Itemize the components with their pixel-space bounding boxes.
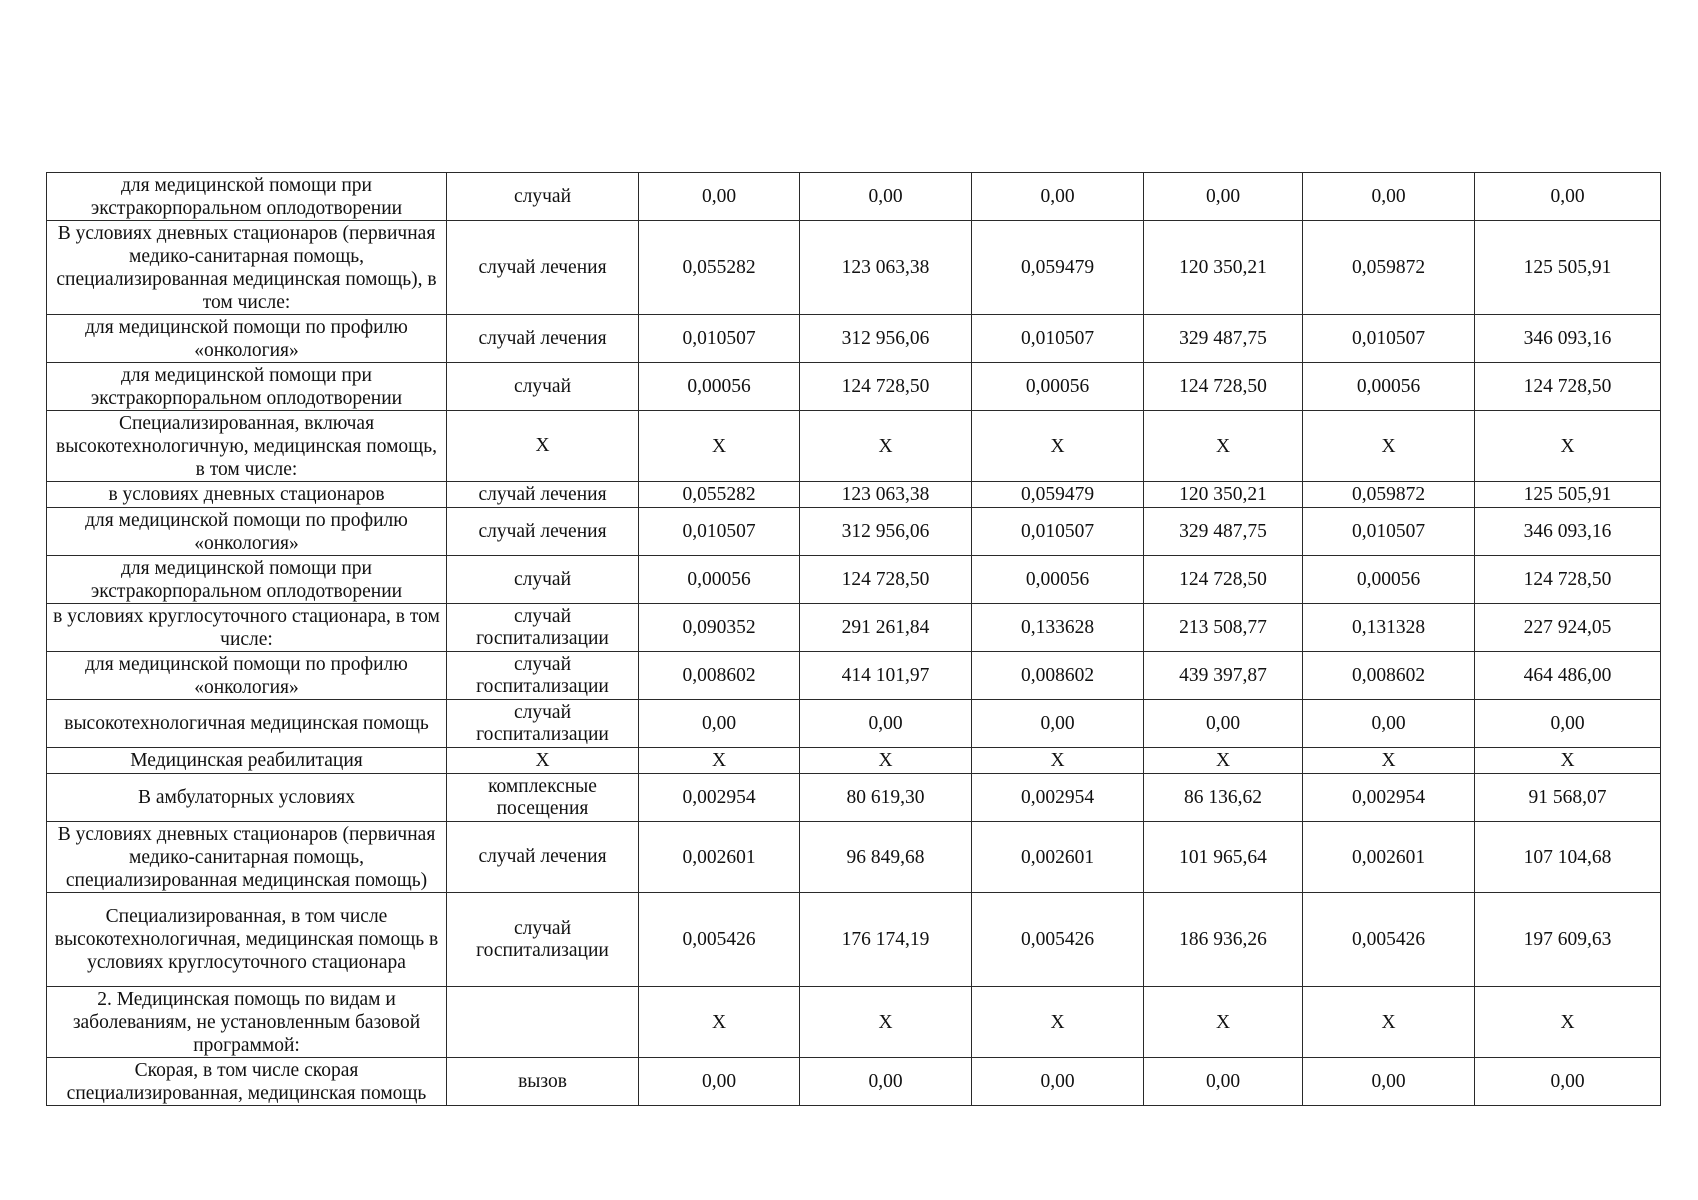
- value-cell: 0,133628: [972, 604, 1144, 652]
- value-cell: 124 728,50: [1475, 556, 1661, 604]
- value-cell: X: [1303, 987, 1475, 1058]
- table-row: [47, 1058, 1661, 1106]
- value-cell: X: [972, 987, 1144, 1058]
- value-cell: 0,002954: [972, 774, 1144, 822]
- value-cell: 0,00: [1144, 1058, 1303, 1106]
- row-name-cell: Специализированная, включая высокотехнологичную, медицинская помощь, в том числе:: [47, 411, 447, 482]
- value-cell: 0,00: [972, 700, 1144, 748]
- value-cell: 0,005426: [1303, 893, 1475, 987]
- value-cell: 120 350,21: [1144, 221, 1303, 315]
- value-cell: 86 136,62: [1144, 774, 1303, 822]
- value-cell: X: [1475, 411, 1661, 482]
- value-cell: 0,010507: [1303, 508, 1475, 556]
- value-cell: 0,010507: [639, 315, 800, 363]
- value-cell: 0,00: [1475, 173, 1661, 221]
- unit-cell: случай: [447, 173, 639, 221]
- row-name-cell: для медицинской помощи по профилю «онкология»: [47, 652, 447, 700]
- value-cell: 0,010507: [972, 315, 1144, 363]
- value-cell: 0,010507: [1303, 315, 1475, 363]
- unit-cell: случай лечения: [447, 508, 639, 556]
- value-cell: 0,008602: [1303, 652, 1475, 700]
- value-cell: 0,00: [972, 1058, 1144, 1106]
- value-cell: 123 063,38: [800, 482, 972, 508]
- value-cell: 0,00: [1303, 700, 1475, 748]
- unit-cell: случай госпитализации: [447, 652, 639, 700]
- value-cell: 312 956,06: [800, 315, 972, 363]
- row-name-cell: высокотехнологичная медицинская помощь: [47, 700, 447, 748]
- value-cell: X: [1144, 411, 1303, 482]
- value-cell: 0,055282: [639, 221, 800, 315]
- value-cell: 0,008602: [639, 652, 800, 700]
- table-row: [47, 556, 1661, 604]
- unit-cell: случай лечения: [447, 822, 639, 893]
- value-cell: 0,002601: [639, 822, 800, 893]
- unit-cell: случай госпитализации: [447, 604, 639, 652]
- value-cell: 125 505,91: [1475, 221, 1661, 315]
- table-row: [47, 748, 1661, 774]
- value-cell: 0,002954: [639, 774, 800, 822]
- value-cell: 197 609,63: [1475, 893, 1661, 987]
- value-cell: 329 487,75: [1144, 315, 1303, 363]
- value-cell: 0,00: [1144, 700, 1303, 748]
- value-cell: 0,00: [800, 1058, 972, 1106]
- value-cell: 124 728,50: [1144, 556, 1303, 604]
- value-cell: 0,00: [639, 700, 800, 748]
- value-cell: 0,00: [1303, 173, 1475, 221]
- value-cell: 0,131328: [1303, 604, 1475, 652]
- value-cell: 346 093,16: [1475, 508, 1661, 556]
- value-cell: X: [800, 748, 972, 774]
- value-cell: 0,00: [639, 173, 800, 221]
- row-name-cell: для медицинской помощи по профилю «онкология»: [47, 315, 447, 363]
- value-cell: 0,00: [1475, 700, 1661, 748]
- value-cell: 312 956,06: [800, 508, 972, 556]
- row-name-cell: Специализированная, в том числе высокотехнологичная, медицинская помощь в условиях круглосуточного стационара: [47, 893, 447, 987]
- value-cell: 0,002601: [972, 822, 1144, 893]
- value-cell: 0,059479: [972, 221, 1144, 315]
- unit-cell: вызов: [447, 1058, 639, 1106]
- value-cell: 123 063,38: [800, 221, 972, 315]
- row-name-cell: В условиях дневных стационаров (первичная медико-санитарная помощь, специализированная медицинская помощь), в том числе:: [47, 221, 447, 315]
- value-cell: X: [972, 748, 1144, 774]
- value-cell: 120 350,21: [1144, 482, 1303, 508]
- value-cell: X: [1475, 987, 1661, 1058]
- financing-norms-table: [46, 172, 1661, 1106]
- value-cell: 0,090352: [639, 604, 800, 652]
- value-cell: 0,00056: [972, 363, 1144, 411]
- value-cell: 0,010507: [639, 508, 800, 556]
- value-cell: 0,00: [639, 1058, 800, 1106]
- value-cell: 0,00056: [639, 363, 800, 411]
- value-cell: X: [1144, 987, 1303, 1058]
- value-cell: 0,00056: [639, 556, 800, 604]
- value-cell: 80 619,30: [800, 774, 972, 822]
- value-cell: 0,00: [1144, 173, 1303, 221]
- row-name-cell: В условиях дневных стационаров (первичная медико-санитарная помощь, специализированная медицинская помощь): [47, 822, 447, 893]
- table-row: [47, 221, 1661, 315]
- value-cell: X: [1475, 748, 1661, 774]
- value-cell: 0,055282: [639, 482, 800, 508]
- value-cell: 0,059872: [1303, 221, 1475, 315]
- table-row: [47, 411, 1661, 482]
- unit-cell: X: [447, 411, 639, 482]
- row-name-cell: для медицинской помощи при экстракорпоральном оплодотворении: [47, 556, 447, 604]
- row-name-cell: в условиях круглосуточного стационара, в том числе:: [47, 604, 447, 652]
- table-row: [47, 822, 1661, 893]
- table-row: [47, 652, 1661, 700]
- value-cell: 96 849,68: [800, 822, 972, 893]
- unit-cell: X: [447, 748, 639, 774]
- value-cell: 464 486,00: [1475, 652, 1661, 700]
- table-row: [47, 604, 1661, 652]
- row-name-cell: для медицинской помощи при экстракорпоральном оплодотворении: [47, 363, 447, 411]
- unit-cell: случай лечения: [447, 221, 639, 315]
- value-cell: 0,002601: [1303, 822, 1475, 893]
- value-cell: X: [1144, 748, 1303, 774]
- value-cell: X: [639, 411, 800, 482]
- value-cell: 227 924,05: [1475, 604, 1661, 652]
- value-cell: 91 568,07: [1475, 774, 1661, 822]
- value-cell: 124 728,50: [800, 363, 972, 411]
- value-cell: X: [1303, 748, 1475, 774]
- table-row: [47, 774, 1661, 822]
- value-cell: 0,00056: [972, 556, 1144, 604]
- value-cell: 125 505,91: [1475, 482, 1661, 508]
- value-cell: 124 728,50: [1144, 363, 1303, 411]
- value-cell: X: [639, 987, 800, 1058]
- value-cell: 186 936,26: [1144, 893, 1303, 987]
- table-row: [47, 315, 1661, 363]
- value-cell: 176 174,19: [800, 893, 972, 987]
- row-name-cell: для медицинской помощи при экстракорпоральном оплодотворении: [47, 173, 447, 221]
- value-cell: X: [800, 987, 972, 1058]
- value-cell: 329 487,75: [1144, 508, 1303, 556]
- value-cell: X: [800, 411, 972, 482]
- unit-cell: случай лечения: [447, 482, 639, 508]
- value-cell: 346 093,16: [1475, 315, 1661, 363]
- value-cell: 0,00056: [1303, 556, 1475, 604]
- value-cell: 0,059872: [1303, 482, 1475, 508]
- row-name-cell: 2. Медицинская помощь по видам и заболеваниям, не установленным базовой программой:: [47, 987, 447, 1058]
- row-name-cell: В амбулаторных условиях: [47, 774, 447, 822]
- value-cell: 107 104,68: [1475, 822, 1661, 893]
- unit-cell: [447, 987, 639, 1058]
- value-cell: 0,00: [800, 173, 972, 221]
- table-row: [47, 700, 1661, 748]
- unit-cell: случай: [447, 556, 639, 604]
- value-cell: X: [972, 411, 1144, 482]
- table-row: [47, 363, 1661, 411]
- table-row: [47, 893, 1661, 987]
- table-body: [47, 173, 1661, 1106]
- value-cell: 291 261,84: [800, 604, 972, 652]
- value-cell: 0,00: [1303, 1058, 1475, 1106]
- row-name-cell: Медицинская реабилитация: [47, 748, 447, 774]
- table-row: [47, 173, 1661, 221]
- value-cell: X: [639, 748, 800, 774]
- value-cell: 0,00: [972, 173, 1144, 221]
- unit-cell: комплексные посещения: [447, 774, 639, 822]
- value-cell: 0,00: [800, 700, 972, 748]
- unit-cell: случай госпитализации: [447, 893, 639, 987]
- unit-cell: случай: [447, 363, 639, 411]
- unit-cell: случай лечения: [447, 315, 639, 363]
- value-cell: 439 397,87: [1144, 652, 1303, 700]
- value-cell: 101 965,64: [1144, 822, 1303, 893]
- row-name-cell: для медицинской помощи по профилю «онкология»: [47, 508, 447, 556]
- value-cell: X: [1303, 411, 1475, 482]
- value-cell: 213 508,77: [1144, 604, 1303, 652]
- value-cell: 0,008602: [972, 652, 1144, 700]
- row-name-cell: Скорая, в том числе скорая специализированная, медицинская помощь: [47, 1058, 447, 1106]
- value-cell: 0,005426: [639, 893, 800, 987]
- value-cell: 0,00056: [1303, 363, 1475, 411]
- value-cell: 124 728,50: [800, 556, 972, 604]
- table-row: [47, 508, 1661, 556]
- table-row: [47, 482, 1661, 508]
- value-cell: 124 728,50: [1475, 363, 1661, 411]
- unit-cell: случай госпитализации: [447, 700, 639, 748]
- row-name-cell: в условиях дневных стационаров: [47, 482, 447, 508]
- value-cell: 0,005426: [972, 893, 1144, 987]
- value-cell: 0,010507: [972, 508, 1144, 556]
- table-row: [47, 987, 1661, 1058]
- value-cell: 0,059479: [972, 482, 1144, 508]
- value-cell: 0,002954: [1303, 774, 1475, 822]
- value-cell: 414 101,97: [800, 652, 972, 700]
- value-cell: 0,00: [1475, 1058, 1661, 1106]
